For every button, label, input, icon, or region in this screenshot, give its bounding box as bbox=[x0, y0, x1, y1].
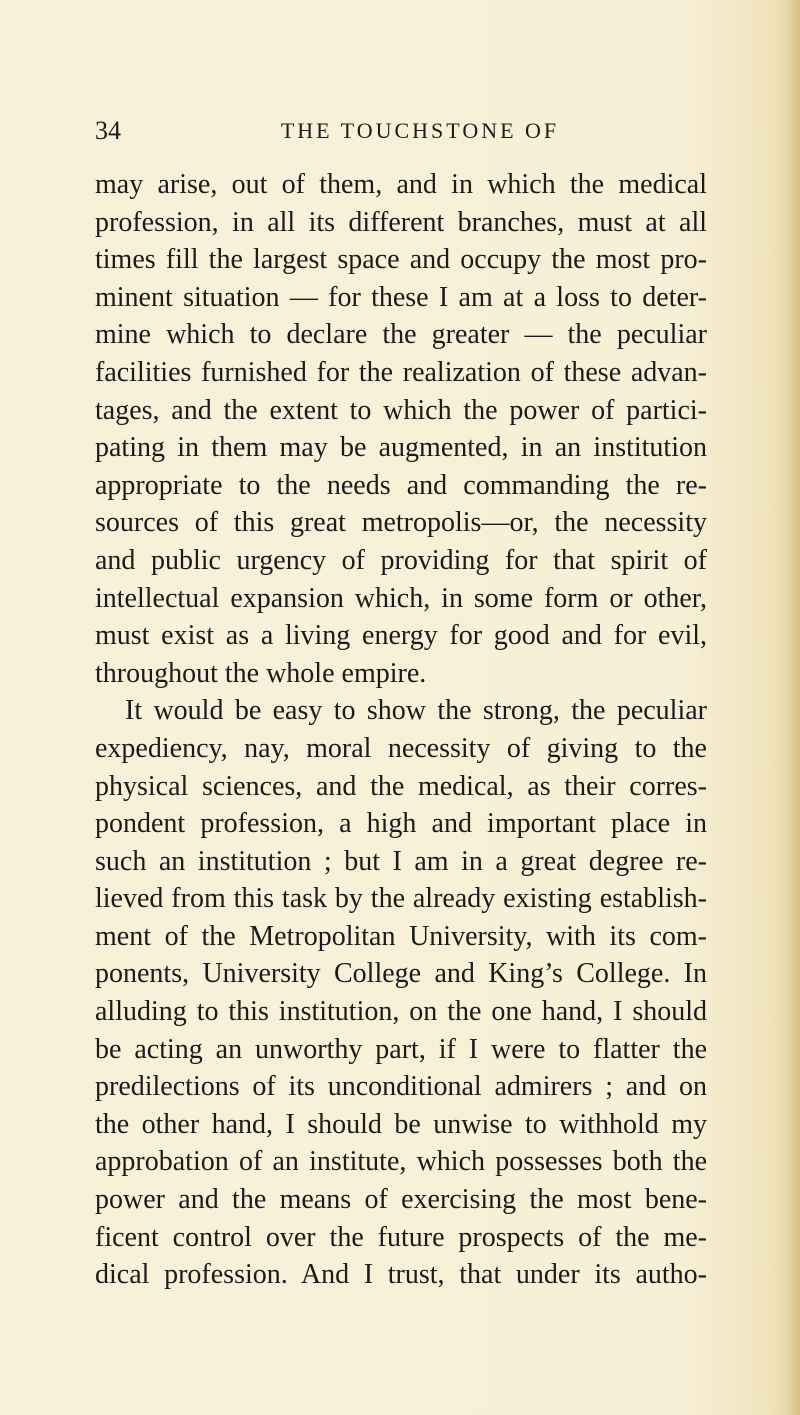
text-line: ponents, University College and King’s College. In bbox=[95, 958, 707, 990]
text-line: ficent control over the future prospects of the me- bbox=[95, 1221, 707, 1253]
text-line: and public urgency of providing for that spirit of bbox=[95, 544, 707, 576]
text-line: ment of the Metropolitan University, with its com- bbox=[95, 920, 707, 952]
text-line: physical sciences, and the medical, as their corres- bbox=[95, 770, 707, 802]
text-line: profession, in all its different branches, must at all bbox=[95, 206, 707, 238]
text-line: be acting an unworthy part, if I were to flatter the bbox=[95, 1033, 707, 1065]
page-header bbox=[95, 113, 705, 149]
text-line: power and the means of exercising the most bene- bbox=[95, 1184, 707, 1216]
text-line: the other hand, I should be unwise to withhold my bbox=[95, 1108, 707, 1140]
text-line: pating in them may be augmented, in an institution bbox=[95, 432, 707, 464]
running-head: THE TOUCHSTONE OF bbox=[280, 118, 560, 143]
text-line: predilections of its unconditional admirers ; and on bbox=[95, 1071, 707, 1103]
text-line: must exist as a living energy for good and for evil, bbox=[95, 620, 707, 652]
text-line: appropriate to the needs and commanding the re- bbox=[95, 469, 707, 501]
text-line: throughout the whole empire. bbox=[95, 657, 427, 689]
text-line: mine which to declare the greater — the peculiar bbox=[95, 319, 707, 351]
paragraph-start-line: It would be easy to show the strong, the peculiar bbox=[125, 695, 707, 727]
page-edge-shadow bbox=[786, 0, 800, 1415]
text-line: may arise, out of them, and in which the medical bbox=[95, 169, 707, 200]
text-line: alluding to this institution, on the one hand, I should bbox=[95, 996, 707, 1028]
text-line: times fill the largest space and occupy the most pro- bbox=[95, 244, 707, 276]
text-line: lieved from this task by the already existing establish- bbox=[95, 883, 707, 915]
text-line: such an institution ; but I am in a great degree re- bbox=[95, 845, 707, 877]
text-line: expediency, nay, moral necessity of giving to the bbox=[95, 732, 707, 764]
text-line: dical profession. And I trust, that under its autho- bbox=[95, 1259, 707, 1291]
text-line: approbation of an institute, which possesses both the bbox=[95, 1146, 707, 1178]
page-number: 34 bbox=[95, 116, 121, 145]
text-line: intellectual expansion which, in some form or other, bbox=[95, 582, 707, 614]
body-text bbox=[95, 166, 707, 1294]
text-line: pondent profession, a high and important place in bbox=[95, 808, 707, 840]
text-line: tages, and the extent to which the power of partici- bbox=[95, 394, 707, 426]
text-line: sources of this great metropolis—or, the necessity bbox=[95, 507, 707, 539]
text-line: minent situation — for these I am at a loss to deter- bbox=[95, 281, 707, 313]
text-line: facilities furnished for the realization of these advan- bbox=[95, 356, 707, 388]
